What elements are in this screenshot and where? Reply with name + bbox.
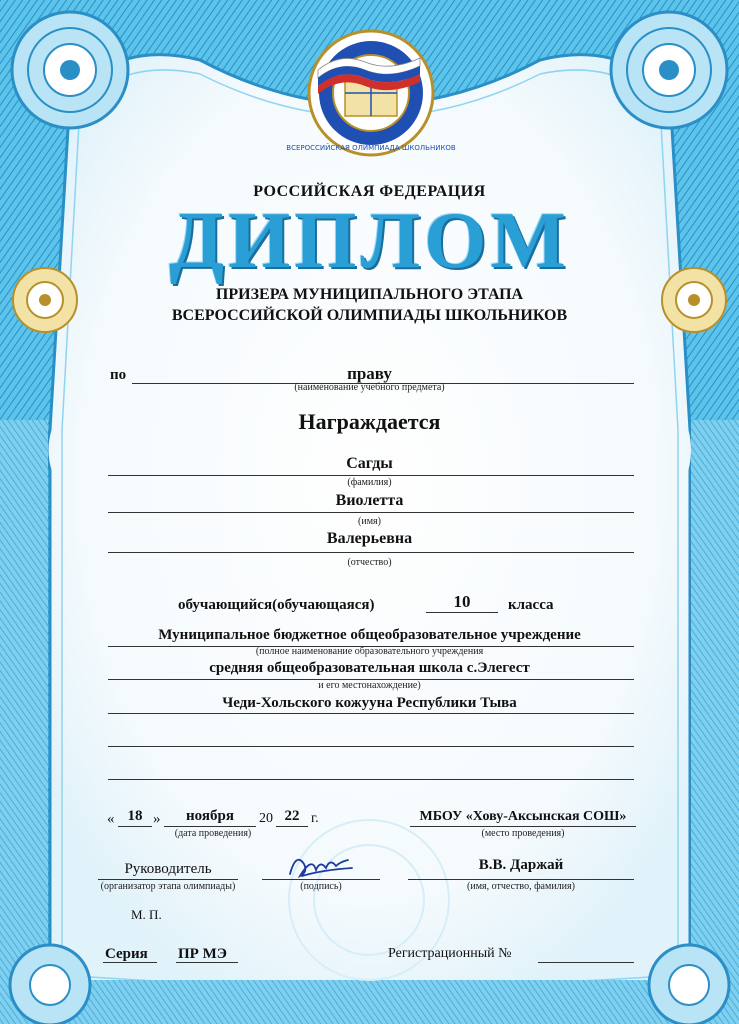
grade-suffix: класса	[508, 597, 554, 613]
handwritten-signature	[282, 846, 362, 886]
registration-label: Регистрационный №	[388, 946, 512, 961]
school-line3-rule	[108, 713, 634, 714]
surname-caption: (фамилия)	[347, 477, 392, 488]
school-caption1: (полное наименование образовательного учреждения	[255, 646, 484, 657]
subject-caption: (наименование учебного предмета)	[294, 382, 445, 393]
patronymic-line	[108, 552, 634, 553]
series-value: ПР МЭ	[178, 946, 227, 962]
signature-line	[262, 879, 380, 880]
school-line3: Чеди-Хольского кожууна Республики Тыва	[222, 695, 517, 711]
seal-label: М. П.	[131, 907, 162, 922]
blank-line-2	[108, 779, 634, 780]
school-line1: Муниципальное бюджетное общеобразовательное учреждение	[158, 627, 581, 643]
name-line	[108, 512, 634, 513]
awarded-label: Награждается	[298, 409, 441, 434]
series-label: Серия	[105, 946, 148, 962]
corner-rosette-top-right	[611, 12, 727, 128]
patronymic-value: Валерьевна	[326, 530, 413, 547]
patronymic-caption: (отчество)	[347, 557, 392, 568]
date-year-suffix: 22	[284, 808, 300, 824]
subject-value: праву	[347, 364, 392, 383]
corner-rosette-bottom-right	[649, 945, 729, 1024]
date-open-quote: «	[107, 811, 115, 827]
registration-number-line[interactable]	[538, 962, 634, 963]
date-day-line	[118, 826, 152, 827]
signer-role: Руководитель	[124, 861, 212, 877]
venue-caption: (место проведения)	[481, 828, 565, 839]
date-caption: (дата проведения)	[174, 828, 252, 839]
subtitle-line2: ВСЕРОССИЙСКОЙ ОЛИМПИАДЫ ШКОЛЬНИКОВ	[171, 307, 568, 324]
venue-value: МБОУ «Хову-Аксынская СОШ»	[419, 809, 627, 824]
corner-rosette-bottom-left	[10, 945, 90, 1024]
grade-value: 10	[453, 592, 471, 611]
subtitle-line1: ПРИЗЕРА МУНИЦИПАЛЬНОГО ЭТАПА	[215, 286, 524, 303]
venue-line	[410, 826, 636, 827]
date-year-prefix: 20	[259, 811, 273, 826]
signature-caption: (подпись)	[300, 881, 342, 892]
signer-role-caption: (организатор этапа олимпиады)	[100, 881, 236, 892]
date-close-quote: »	[153, 811, 161, 827]
diploma-title: ДИПЛОМ	[169, 197, 570, 285]
grade-prefix: обучающийся(обучающаяся)	[178, 597, 375, 613]
signer-name-caption: (имя, отчество, фамилия)	[467, 881, 575, 892]
emblem-ring-text: ВСЕРОССИЙСКАЯ ОЛИМПИАДА ШКОЛЬНИКОВ	[286, 144, 456, 152]
signer-name: В.В. Даржай	[478, 857, 564, 873]
series-label-line	[103, 962, 157, 963]
corner-rosette-top-left	[12, 12, 128, 128]
country-title: РОССИЙСКАЯ ФЕДЕРАЦИЯ	[253, 183, 486, 200]
date-day: 18	[127, 808, 143, 824]
school-caption2: и его местонахождение)	[318, 680, 421, 691]
date-month: ноября	[186, 808, 234, 824]
surname-value: Сагды	[346, 455, 393, 472]
series-value-line	[176, 962, 238, 963]
date-year-line	[276, 826, 308, 827]
grade-line	[426, 612, 498, 613]
blank-line-1	[108, 746, 634, 747]
signer-role-line	[98, 879, 238, 880]
date-year-unit: г.	[311, 811, 319, 826]
subject-prefix: по	[110, 367, 127, 383]
school-line2: средняя общеобразовательная школа с.Элегест	[209, 660, 530, 676]
surname-line	[108, 475, 634, 476]
date-month-line	[164, 826, 256, 827]
name-value: Виолетта	[335, 492, 404, 509]
signer-name-line	[408, 879, 634, 880]
name-caption: (имя)	[358, 516, 381, 527]
